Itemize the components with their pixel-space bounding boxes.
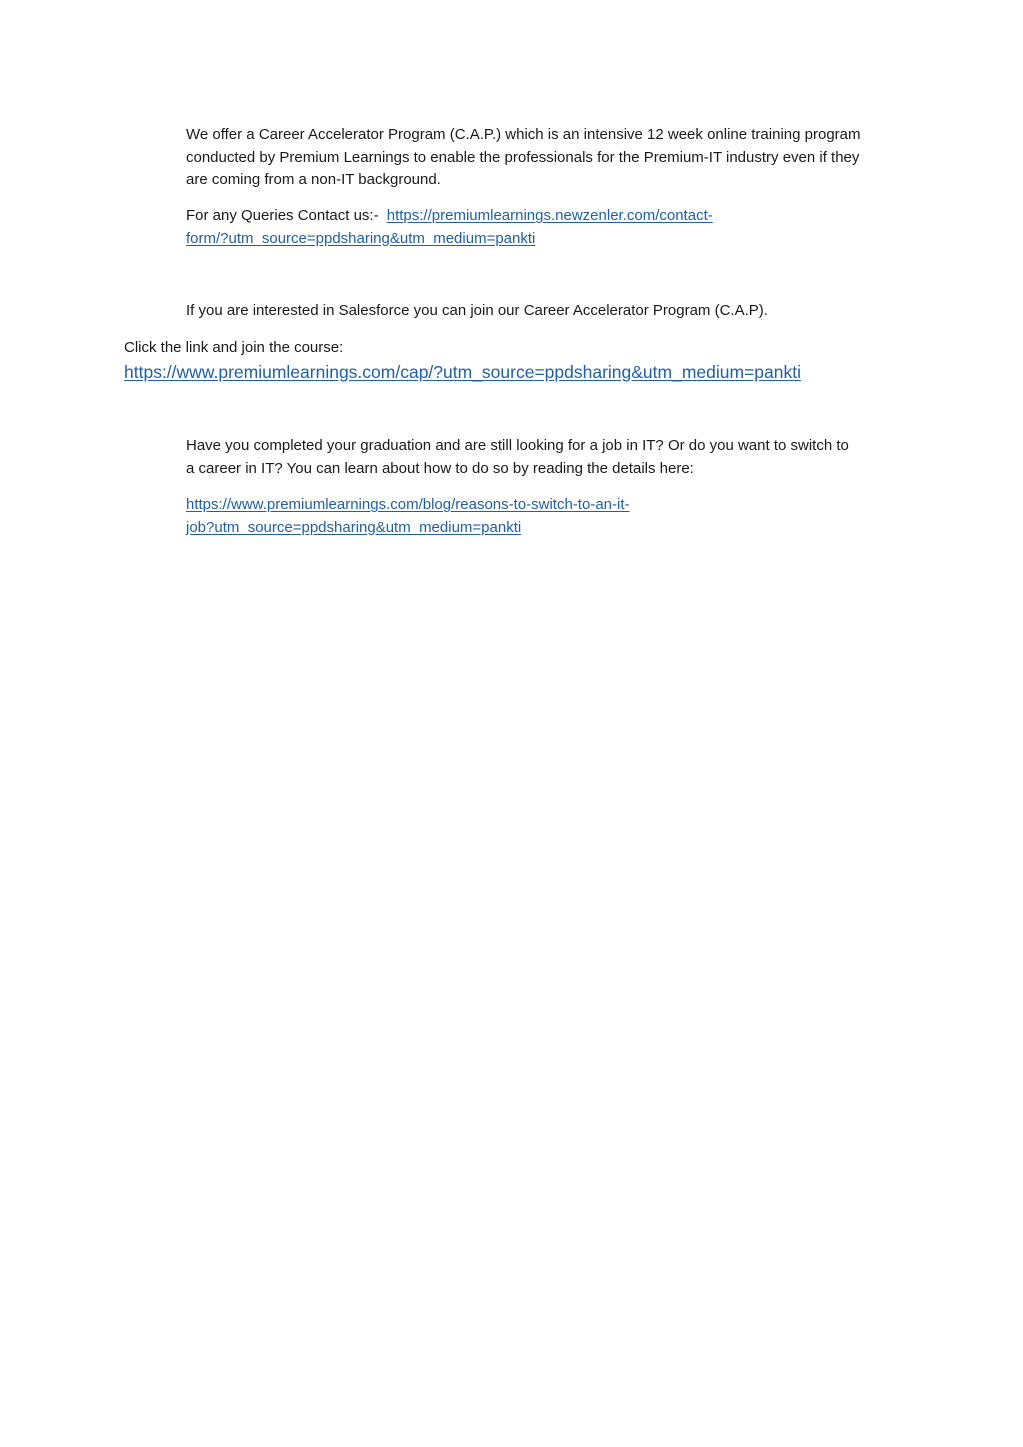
intro-line-1: We offer a Career Accelerator Program (C.A.P.) which is an intensive 12 week online training program bbox=[186, 126, 861, 143]
contact-form-link-part-1[interactable]: https://premiumlearnings.newzenler.com/contact- bbox=[386, 207, 713, 224]
career-paragraph bbox=[186, 435, 906, 480]
course-link[interactable]: https://www.premiumlearnings.com/cap/?utm_source=ppdsharing&utm_medium=pankti bbox=[124, 361, 801, 382]
blog-link-part-2[interactable]: job?utm_source=ppdsharing&utm_medium=pankti bbox=[186, 518, 522, 536]
intro-paragraph bbox=[186, 124, 906, 192]
blog-link-part-1[interactable]: https://www.premiumlearnings.com/blog/reasons-to-switch-to-an-it- bbox=[186, 496, 630, 513]
career-line-2: a career in IT? You can learn about how to do so by reading the details here: bbox=[186, 459, 694, 477]
salesforce-text: If you are interested in Salesforce you can join our Career Accelerator Program (C.A.P). bbox=[186, 302, 768, 319]
contact-paragraph bbox=[186, 205, 906, 250]
course-paragraph bbox=[124, 337, 924, 385]
contact-form-link-part-2[interactable]: form/?utm_source=ppdsharing&utm_medium=pankti bbox=[186, 229, 536, 247]
intro-line-2: conducted by Premium Learnings to enable the professionals for the Premium-IT industry even if they bbox=[186, 148, 860, 166]
course-label: Click the link and join the course: bbox=[124, 339, 344, 356]
contact-label: For any Queries Contact us:- bbox=[186, 207, 379, 224]
intro-line-3: are coming from a non-IT background. bbox=[186, 171, 441, 188]
blog-link-paragraph bbox=[186, 494, 906, 539]
career-line-1: Have you completed your graduation and are still looking for a job in IT? Or do you want to switch to bbox=[186, 437, 849, 454]
salesforce-paragraph bbox=[186, 300, 906, 323]
